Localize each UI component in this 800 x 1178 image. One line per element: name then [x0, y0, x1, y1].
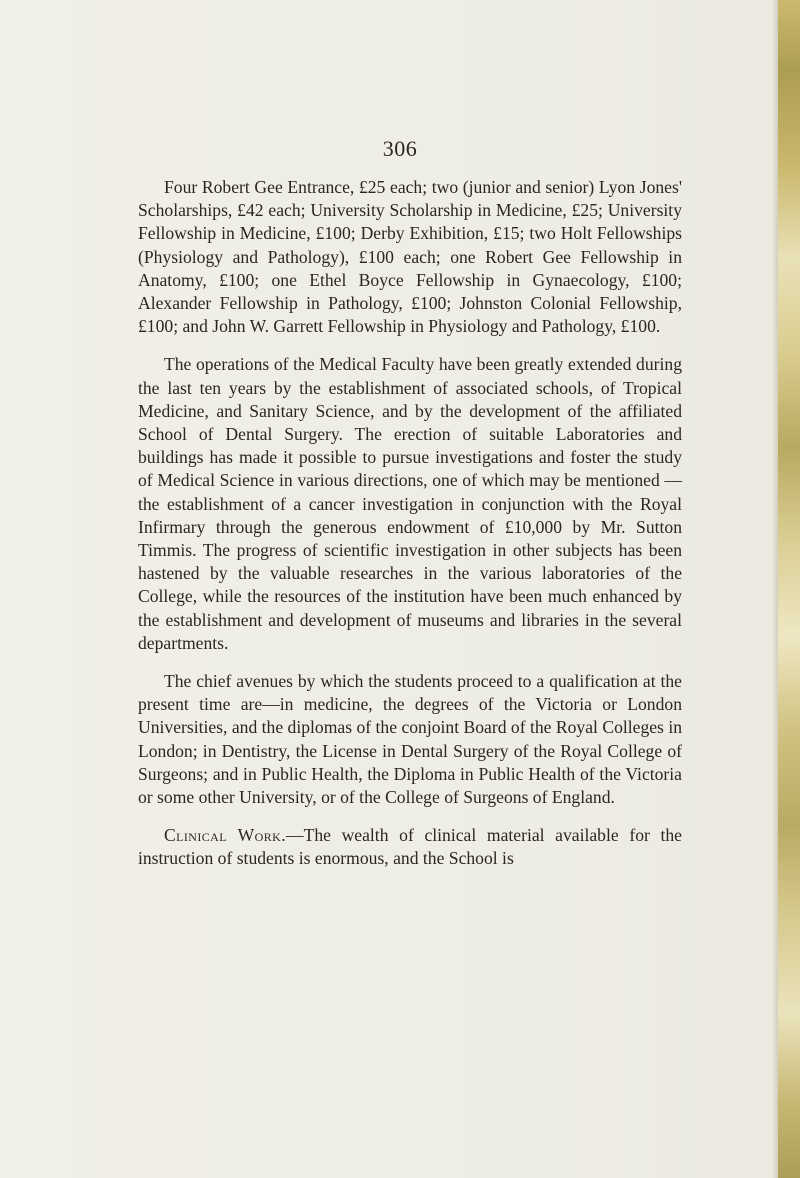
- paragraph-scholarships: Four Robert Gee Entrance, £25 each; two (junior and senior) Lyon Jones' Scholarships, £42 each; University Scholarship in Medicine, £25; University Fellowship in Medicine, £100; Derby Exhibition, £15; two Holt Fellowships (Physiology and Pathology), £100 each; one Robert Gee Fellowship in Anatomy, £100; one Ethel Boyce Fellowship in Gynaecology, £100; Alexander Fellowship in Pathology, £100; Johnston Colonial Fellowship, £100; and John W. Garrett Fellowship in Physiology and Pathology, £100.: [138, 177, 682, 337]
- paragraph-medical-faculty: The operations of the Medical Faculty have been greatly extended during the last ten years by the establishment of associated schools, of Tropical Medicine, and Sanitary Science, and by the development of the affiliated School of Dental Surgery. The erection of suitable Laboratories and buildings has made it possible to pursue investigations and foster the study of Medical Science in various directions, one of which may be mentioned —the establishment of a cancer investigation in conjunction with the Royal Infirmary through the generous endowment of £10,000 by Mr. Sutton Timmis. The progress of scientific investigation in other subjects has been hastened by the valuable researches in the various laboratories of the College, while the resources of the institution have been much enhanced by the establishment and development of museums and libraries in the several departments.: [138, 354, 682, 653]
- paragraph-clinical-work-text: —The wealth of clinical material available for the instruction of students is enormous, and the School is: [138, 825, 682, 869]
- section-heading-clinical-work: Clinical Work.: [164, 825, 286, 846]
- page-number: 306: [382, 136, 418, 161]
- body-text: [138, 176, 682, 886]
- paragraph-qualifications: The chief avenues by which the students proceed to a qualification at the present time are—in medicine, the degrees of the Victoria or London Universities, and the diplomas of the conjoint Board of the Royal Colleges in London; in Dentistry, the License in Dental Surgery of the Royal College of Surgeons; and in Public Health, the Diploma in Public Health of the Victoria or some other University, or of the College of Surgeons of England.: [138, 671, 682, 808]
- paragraph-clinical-work: [138, 824, 682, 870]
- page-edge-strip: [778, 0, 800, 1178]
